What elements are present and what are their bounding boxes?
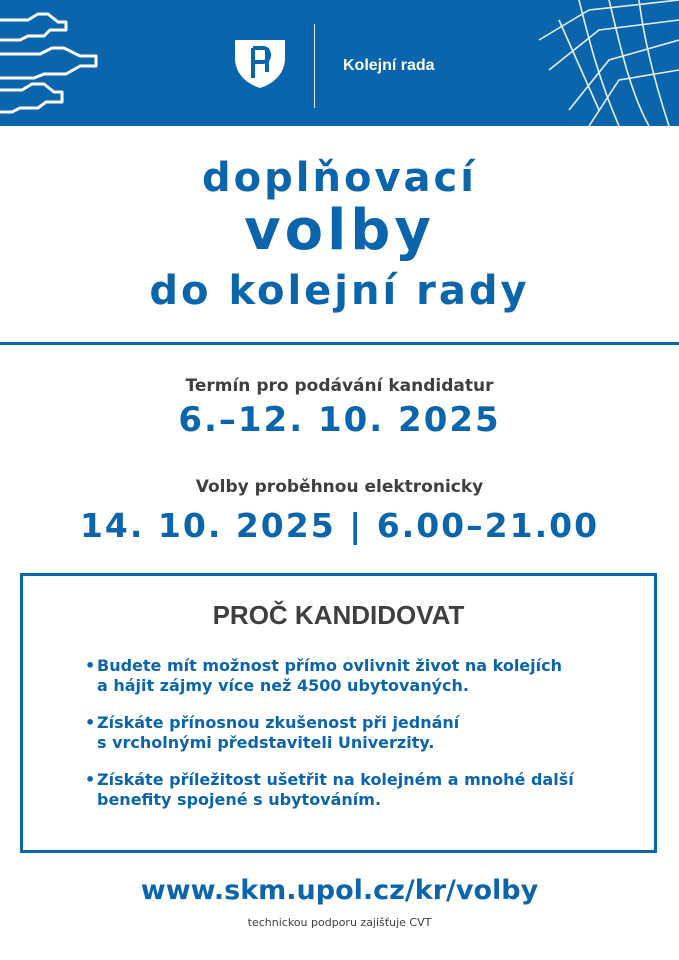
- candidacy-dates: 6.–12. 10. 2025: [178, 400, 501, 440]
- list-item: [85, 656, 645, 696]
- why-candidate-box: [20, 573, 657, 853]
- title-line-1: doplňovací: [202, 155, 477, 201]
- header-banner: [0, 0, 679, 126]
- list-item: [85, 770, 645, 810]
- list-item-text: Budete mít možnost přímo ovlivnit život na kolejích a hájit zájmy více než 4500 ubytovaných.: [97, 656, 562, 695]
- candidacy-label: Termín pro podávání kandidatur: [185, 376, 494, 396]
- election-dates: 14. 10. 2025 | 6.00–21.00: [79, 506, 600, 545]
- title-line-3: do kolejní rady: [149, 268, 530, 314]
- title-line-2: volby: [244, 198, 435, 263]
- hands-icon: [0, 10, 104, 120]
- list-item-text: Získáte příležitost ušetřit na kolejném a mnohé další benefity spojené s ubytováním.: [97, 770, 574, 809]
- bullet-icon: •: [85, 770, 96, 789]
- list-item-text: Získáte přínosnou zkušenost při jednání s vrcholnými představiteli Univerzity.: [97, 713, 460, 752]
- website-link[interactable]: www.skm.upol.cz/kr/volby: [140, 875, 539, 906]
- header-divider: [314, 24, 315, 108]
- bullet-icon: •: [85, 713, 96, 732]
- election-label: Volby proběhnou elektronicky: [195, 477, 484, 497]
- list-item: [85, 713, 645, 753]
- section-divider: [0, 342, 679, 345]
- why-list: [85, 656, 645, 827]
- organization-name: Kolejní rada: [343, 57, 435, 74]
- support-note: technickou podporu zajišťuje CVT: [247, 916, 432, 929]
- globe-lines-icon: [529, 0, 679, 126]
- why-title: PROČ KANDIDOVAT: [212, 600, 465, 630]
- upol-shield-logo-icon: [233, 38, 287, 90]
- bullet-icon: •: [85, 656, 96, 675]
